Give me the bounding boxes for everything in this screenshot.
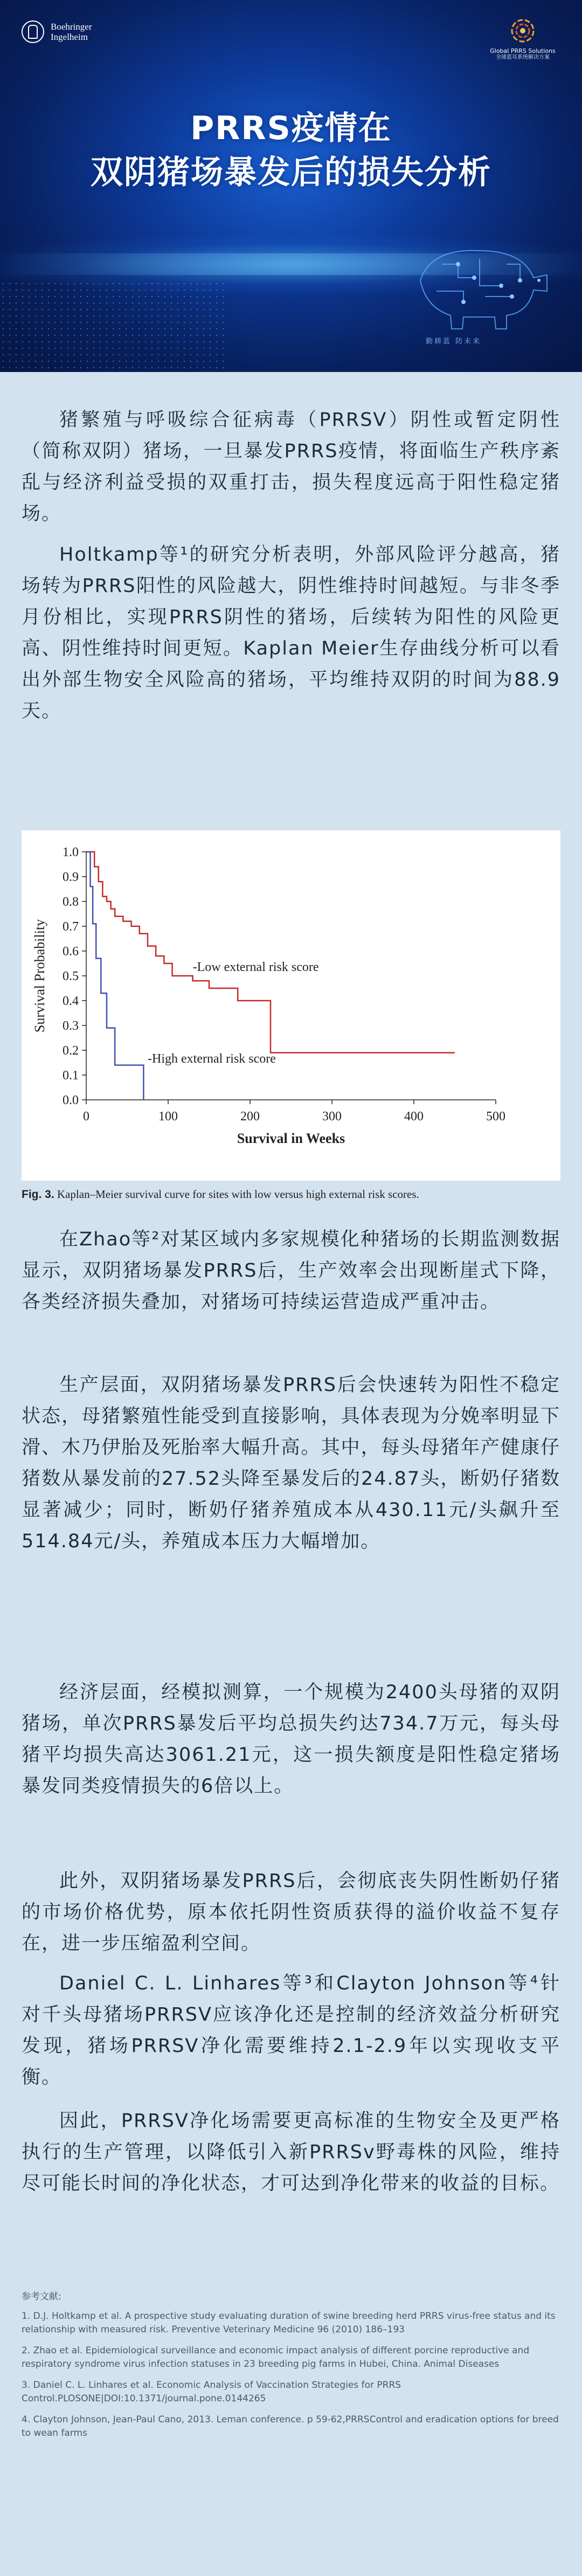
- reference-item: 3. Daniel C. L. Linhares et al. Economic Analysis of Vaccination Strategies for PRRS Control.PLOSONE|DOI:10.1371/journal.pone.0144265: [22, 2380, 401, 2404]
- y-tick-label: 0.7: [63, 920, 79, 934]
- reference-item: 2. Zhao et al. Epidemiological surveillance and economic impact analysis of different porcine reproductive and respiratory syndrome virus infection statuses in 23 breeding pig farms in Hubei, China. Animal Diseases: [22, 2345, 530, 2370]
- paragraph-holtkamp: Holtkamp等¹的研究分析表明，外部风险评分越高，猪场转为PRRS阳性的风险越大，阴性维持时间越短。与非冬季月份相比，实现PRRS阴性的猪场，后续转为阳性的风险更高、阴性维持时间更短。Kaplan Meier生存曲线分析可以看出外部生物安全风险高的猪场，平均维持双阴的时间为88.9天。: [22, 544, 560, 722]
- kaplan-meier-chart: [22, 830, 560, 1181]
- circuit-pig-icon: [399, 226, 560, 334]
- paragraph-production: 生产层面，双阴猪场暴发PRRS后会快速转为阳性不稳定状态，母猪繁殖性能受到直接影响，具体表现为分娩率明显下滑、木乃伊胎及死胎率大幅升高。其中，每头母猪年产健康仔猪数从暴发前的27.52头降至暴发后的24.87头，断奶仔猪数显著减少；同时，断奶仔猪养殖成本从430.11元/头飙升至514.84元/头，养殖成本压力大幅增加。: [22, 1374, 560, 1552]
- reference-item: 4. Clayton Johnson, Jean-Paul Cano, 2013. Leman conference. p 59-62,PRRSControl and eradication options for breed to wean farms: [22, 2414, 559, 2439]
- boehringer-logo-text: [51, 22, 92, 42]
- curve-annotation-high-risk: -High external risk score: [148, 1052, 276, 1066]
- x-tick-label: 500: [486, 1110, 505, 1124]
- kaplan-meier-figure: [22, 830, 560, 1218]
- y-tick-label: 0.2: [63, 1044, 79, 1058]
- paragraph-intro: 猪繁殖与呼吸综合征病毒（PRRSV）阴性或暂定阴性（简称双阴）猪场，一旦暴发PRRS疫情，将面临生产秩序紊乱与经济利益受损的双重打击，损失程度远高于阳性稳定猪场。: [22, 409, 560, 525]
- brand-left-line1: Boehringer: [51, 22, 92, 32]
- y-tick-label: 0.9: [63, 870, 79, 884]
- figure-caption: [22, 1186, 560, 1203]
- curve-annotation-low-risk: -Low external risk score: [192, 960, 319, 974]
- brand-left-line2: Ingelheim: [51, 32, 88, 42]
- brand-right-line2: 全球蓝耳系统解决方案: [496, 54, 550, 60]
- x-tick-label: 200: [240, 1110, 260, 1124]
- global-prrs-logo: [485, 18, 560, 61]
- header-slogan: 勤耕蓝 防未来: [426, 338, 482, 346]
- y-tick-label: 0.1: [63, 1069, 79, 1083]
- paragraph-economic: 经济层面，经模拟测算，一个规模为2400头母猪的双阴猪场，单次PRRS暴发后平均总损失约达734.7万元，每头母猪平均损失高达3061.21元，这一损失额度是阳性稳定猪场暴发同类疫情损失的6倍以上。: [22, 1682, 560, 1797]
- x-axis-label: Survival in Weeks: [237, 1131, 345, 1146]
- paragraph-conclusion: 因此，PRRSV净化场需要更高标准的生物安全及更严格执行的生产管理，以降低引入新PRRSv野毒株的风险，维持尽可能长时间的净化状态，才可达到净化带来的收益的目标。: [22, 2110, 560, 2194]
- header-banner: [0, 0, 582, 372]
- references-title: 参考文献:: [22, 2291, 61, 2302]
- brand-right-line1: Global PRRS Solutions: [490, 47, 556, 54]
- figure-caption-label: Fig. 3.: [22, 1188, 54, 1201]
- figure-caption-text: Kaplan–Meier survival curve for sites with low versus high external risk scores.: [57, 1188, 419, 1201]
- title-line2: 双阴猪场暴发后的损失分析: [91, 154, 491, 191]
- paragraph-linhares: Daniel C. L. Linhares等³和Clayton Johnson等⁴针对千头母猪场PRRSV应该净化还是控制的经济效益分析研究发现，猪场PRRSV净化需要维持2.1-2.9年以实现收支平衡。: [22, 1973, 560, 2088]
- x-tick-label: 0: [83, 1110, 89, 1124]
- y-tick-label: 0.4: [63, 994, 79, 1008]
- y-axis-label: Survival Probability: [32, 919, 47, 1033]
- y-tick-label: 0.0: [63, 1093, 79, 1107]
- paragraph-market: 此外，双阴猪场暴发PRRS后，会彻底丧失阴性断奶仔猪的市场价格优势，原本依托阴性资质获得的溢价收益不复存在，进一步压缩盈利空间。: [22, 1870, 560, 1954]
- y-tick-label: 0.8: [63, 895, 79, 909]
- boehringer-logo-icon: [22, 20, 44, 43]
- title-line1: PRRS疫情在: [190, 109, 392, 147]
- dot-grid-decoration: [0, 280, 226, 372]
- boehringer-logo: [22, 20, 92, 43]
- x-tick-label: 400: [404, 1110, 424, 1124]
- y-tick-label: 0.3: [63, 1019, 79, 1033]
- y-tick-label: 0.5: [63, 969, 79, 983]
- paragraph-zhao: 在Zhao等²对某区域内多家规模化种猪场的长期监测数据显示，双阴猪场暴发PRRS后，生产效率会出现断崖式下降，各类经济损失叠加，对猪场可持续运营造成严重冲击。: [22, 1229, 560, 1313]
- y-tick-label: 1.0: [63, 845, 79, 859]
- global-prrs-logo-icon: [510, 18, 535, 43]
- reference-item: 1. D.J. Holtkamp et al. A prospective study evaluating duration of swine breeding herd PRRS virus-free status and its relationship with measured risk. Preventive Veterinary Medicine 96 (2010) 186–193: [22, 2311, 556, 2335]
- y-tick-label: 0.6: [63, 945, 79, 959]
- x-tick-label: 100: [158, 1110, 178, 1124]
- x-tick-label: 300: [322, 1110, 342, 1124]
- references: [22, 2289, 560, 2448]
